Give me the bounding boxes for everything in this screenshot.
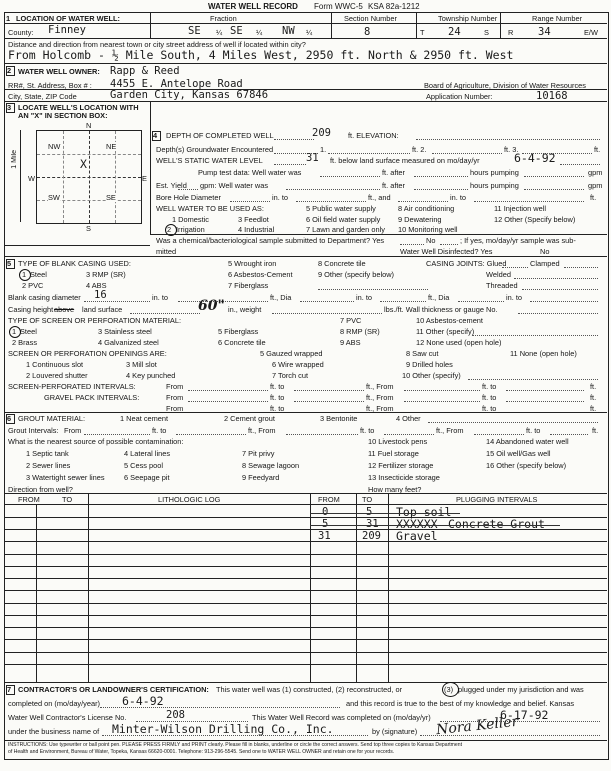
opening-8: 8 Saw cut [406, 349, 439, 358]
south-label: S [86, 224, 91, 233]
plugging-intervals-header: PLUGGING INTERVALS [456, 495, 538, 504]
yield-ft-after: ft. after [382, 181, 406, 190]
section-1-number: 1 [6, 14, 11, 23]
disinfected-label: Water Well Disinfected? Yes [400, 247, 493, 256]
county-label: County: [8, 28, 34, 37]
use-1: 1 Domestic [172, 215, 209, 224]
casing-welded: Welded [486, 270, 511, 279]
certification-text: This water well was (1) constructed, (2) reconstructed, or [216, 685, 403, 694]
plug-row-2-strikeout: XXXXXX [396, 517, 438, 531]
log-from-header: FROM [18, 495, 40, 504]
east-label: E [142, 174, 147, 183]
screen-ft-to-3: ft. to [270, 393, 285, 402]
screen-ft-end-1: ft. [590, 382, 597, 391]
application-label: Application Number: [426, 92, 493, 101]
instructions-line-2: of Health and Environment, Bureau of Water, Topeka, Kansas 66620-0001. Telephone: 913-296-5545. Send one to WATER WELL OWNER and retain one for your records. [8, 749, 395, 755]
chem-label: Was a chemical/bacteriological sample submitted to Department? Yes [156, 236, 385, 245]
fraction-b: SE [230, 25, 243, 37]
screen-4: 4 Galvanized steel [98, 338, 159, 347]
opening-9: 9 Drilled holes [406, 360, 453, 369]
section-6-number: 6 [7, 414, 12, 423]
section-number-label: Section Number [344, 14, 397, 23]
gravel-ft-to-2: ft. to [482, 404, 497, 413]
screen-12: 12 None used (open hole) [416, 338, 502, 347]
screen-11: 11 Other (specify) [416, 327, 475, 336]
contam-5: 5 Cess pool [124, 461, 164, 470]
opening-3: 3 Mill slot [126, 360, 157, 369]
opening-1: 1 Continuous slot [26, 360, 84, 369]
record-completed-value: 6-17-92 [500, 708, 549, 722]
north-label: N [86, 121, 92, 130]
groundwater-end: ft. [594, 145, 601, 154]
section-value: 8 [364, 26, 371, 38]
opening-6: 6 Wire wrapped [272, 360, 324, 369]
record-text: and this record is true to the best of my knowledge and belief. Kansas [346, 699, 575, 708]
section-1-label: LOCATION OF WATER WELL: [16, 14, 120, 23]
grout-1: 1 Neat cement [120, 414, 169, 423]
fraction-a: SE [188, 25, 201, 37]
contamination-label: What is the nearest source of possible contamination: [8, 437, 184, 446]
grout-ft-to-2: ft. to [360, 426, 375, 435]
grout-ft-from-2: ft., From [436, 426, 464, 435]
static-level-value: 31 [306, 152, 319, 164]
opening-11: 11 None (open hole) [510, 349, 577, 358]
casing-diameter-value: 16 [94, 289, 107, 301]
use-7: 7 Lawn and garden only [306, 225, 385, 234]
use-9: 9 Dewatering [398, 215, 442, 224]
yield-label: Est. Yield [156, 181, 187, 190]
application-value: 10168 [536, 90, 568, 102]
groundwater-1: 1. [320, 145, 327, 154]
static-level-text: ft. below land surface measured on mo/day/yr [330, 156, 480, 165]
certification-tail: plugged under my jurisdiction and was [458, 685, 584, 694]
screen-from-1: From [166, 382, 184, 391]
plug-row-1-to: 5 [366, 506, 373, 518]
use-8: 8 Air conditioning [398, 204, 455, 213]
yield-gpm-label: gpm: Well water was [200, 181, 269, 190]
contam-1: 1 Septic tank [26, 449, 69, 458]
casing-2: 2 PVC [22, 281, 44, 290]
plug-from-header: FROM [318, 495, 340, 504]
how-many-label: How many feet? [368, 485, 422, 494]
signature: Nora Keller [435, 713, 520, 739]
pump-ft-after: ft. after [382, 168, 406, 177]
pump-test-label: Pump test data: Well water was [198, 168, 302, 177]
opening-2: 2 Louvered shutter [26, 371, 88, 380]
certification-label: CONTRACTOR'S OR LANDOWNER'S CERTIFICATION: [18, 685, 209, 694]
township-number-label: Township Number [438, 14, 498, 23]
casing-clamped: Clamped [530, 259, 560, 268]
rr-value: 4455 E. Antelope Road [110, 78, 243, 90]
completed-label: completed on (mo/day/year) [8, 699, 101, 708]
business-label: under the business name of [8, 727, 100, 736]
rr-label: RR#, St. Address, Box # : [8, 81, 92, 90]
section-3-label: LOCATE WELL'S LOCATION WITH [18, 103, 139, 112]
contam-3: 3 Watertight sewer lines [26, 473, 105, 482]
signature-label: by (signature) [372, 727, 418, 736]
gravel-ft-to-1: ft. to [270, 404, 285, 413]
ne-label: NE [106, 142, 117, 151]
city-label: City, State, ZIP Code [8, 92, 77, 101]
gravel-ft-end-1: ft. [590, 404, 597, 413]
opening-10: 10 Other (specify) [402, 371, 461, 380]
grout-ft-end: ft. [592, 426, 599, 435]
screen-1: Steel [20, 327, 37, 336]
casing-7: 7 Fiberglass [228, 281, 269, 290]
contam-2: 2 Sewer lines [26, 461, 71, 470]
casing-height-land: land surface [82, 305, 123, 314]
screen-ft-end-2: ft. [590, 393, 597, 402]
bore-label: Bore Hole Diameter [156, 193, 221, 202]
section-5-number: 5 [7, 259, 12, 268]
contam-8: 8 Sewage lagoon [242, 461, 300, 470]
contam-13: 13 Insecticide storage [368, 473, 440, 482]
casing-height-label: Casing height [8, 305, 54, 314]
use-6: 6 Oil field water supply [306, 215, 381, 224]
static-level-date: 6-4-92 [514, 151, 556, 165]
direction-label: Direction from well? [8, 485, 73, 494]
use-label: WELL WATER TO BE USED AS: [156, 204, 264, 213]
plug-row-3-to: 209 [362, 530, 381, 542]
form-title: WATER WELL RECORD [208, 2, 298, 11]
distance-value: From Holcomb - ½ Mile South, 4 Miles West, 2950 ft. North & 2950 ft. West [8, 48, 514, 62]
use-4: 4 Industrial [238, 225, 275, 234]
screen-8: 8 RMP (SR) [340, 327, 380, 336]
plug-row-2-to: 31 [366, 518, 379, 530]
quarter-a: ¼ [216, 28, 223, 37]
use-5: 5 Public water supply [306, 204, 376, 213]
west-label: W [28, 174, 35, 183]
casing-4: 4 ABS [86, 281, 107, 290]
casing-lbs-label: lbs./ft. Wall thickness or gauge No. [384, 305, 498, 314]
contam-6: 6 Seepage pit [124, 473, 170, 482]
business-value: Minter-Wilson Drilling Co., Inc. [112, 722, 334, 736]
groundwater-3: ft. 3. [504, 145, 519, 154]
openings-label: SCREEN OR PERFORATION OPENINGS ARE: [8, 349, 167, 358]
chem-no: No [426, 236, 436, 245]
screen-ft-to-2: ft. to [482, 382, 497, 391]
screen-10: 10 Asbestos-cement [416, 316, 483, 325]
section-2-label: WATER WELL OWNER: [18, 67, 100, 76]
screen-9: 9 ABS [340, 338, 361, 347]
pump-hours: hours pumping [470, 168, 519, 177]
depth-value: 209 [312, 127, 331, 139]
casing-diameter-label: Blank casing diameter [8, 293, 81, 302]
range-value: 34 [538, 26, 551, 38]
casing-3: 3 RMP (SR) [86, 270, 126, 279]
grout-ft-to-1: ft. to [152, 426, 167, 435]
well-location-mark: X [80, 157, 87, 171]
range-r: R [508, 28, 514, 37]
use-2: Irrigation [176, 225, 205, 234]
section-7-number: 7 [7, 685, 12, 694]
use-3: 3 Feedlot [238, 215, 269, 224]
section-4-number: 4 [153, 131, 158, 140]
screen-ft-from-2: ft., From [366, 393, 394, 402]
yield-hours: hours pumping [470, 181, 519, 190]
casing-in-to-3: in. to [506, 293, 523, 302]
casing-threaded: Threaded [486, 281, 518, 290]
opening-5: 5 Gauzed wrapped [260, 349, 323, 358]
depth-unit: ft. ELEVATION: [348, 131, 399, 140]
se-label: SE [106, 193, 116, 202]
county-value: Finney [48, 24, 86, 36]
screen-6: 6 Concrete tile [218, 338, 266, 347]
bore-ft-and: ft., and [368, 193, 391, 202]
section-2-number: 2 [7, 66, 12, 75]
casing-5: 5 Wrought iron [228, 259, 277, 268]
contam-7: 7 Pit privy [242, 449, 275, 458]
grout-ft-to-3: ft. to [526, 426, 541, 435]
board-label: Board of Agriculture, Division of Water Resources [424, 81, 586, 90]
township-t: T [420, 28, 425, 37]
contam-9: 9 Feedyard [242, 473, 280, 482]
pump-gpm: gpm [588, 168, 603, 177]
record-completed-label: This Water Well Record was completed on (mo/day/yr) [252, 713, 431, 722]
city-value: Garden City, Kansas 67846 [110, 89, 269, 101]
groundwater-2: ft. 2. [412, 145, 427, 154]
grout-from-1: From [64, 426, 82, 435]
grout-3: 3 Bentonite [320, 414, 358, 423]
township-s: S [484, 28, 489, 37]
lithologic-log-header: LITHOLOGIC LOG [158, 495, 221, 504]
plug-to-header: TO [362, 495, 373, 504]
casing-1-number: 1 [22, 270, 27, 279]
screen-7: 7 PVC [340, 316, 362, 325]
casing-8: 8 Concrete tile [318, 259, 366, 268]
grout-ft-from-1: ft., From [248, 426, 276, 435]
license-label: Water Well Contractor's License No. [8, 713, 127, 722]
casing-6: 6 Asbestos-Cement [228, 270, 293, 279]
plug-row-3-desc: Gravel [396, 529, 438, 543]
yield-gpm: gpm [588, 181, 603, 190]
bore-in-to: in. to [272, 193, 289, 202]
nw-label: NW [48, 142, 61, 151]
use-12: 12 Other (Specify below) [494, 215, 576, 224]
ksa-number: KSA 82a-1212 [368, 2, 420, 11]
screen-5: 5 Fiberglass [218, 327, 259, 336]
screen-intervals-label: SCREEN-PERFORATED INTERVALS: [8, 382, 136, 391]
fraction-c: NW [282, 25, 295, 37]
screen-3: 3 Stainless steel [98, 327, 152, 336]
casing-label: TYPE OF BLANK CASING USED: [18, 259, 131, 268]
screen-ft-from-1: ft., From [366, 382, 394, 391]
plug-row-3-from: 31 [318, 530, 331, 542]
plug-row-1-desc: Top soil [396, 505, 452, 519]
range-number-label: Range Number [532, 14, 583, 23]
bore-in-to-2: in. to [450, 193, 467, 202]
casing-in-to-2: in. to [356, 293, 373, 302]
grout-label: GROUT MATERIAL: [18, 414, 86, 423]
casing-height-above: above [54, 305, 75, 314]
section-3-number: 3 [7, 103, 12, 112]
contam-10: 10 Livestock pens [368, 437, 428, 446]
plug-row-2-desc: Concrete Grout [448, 517, 545, 531]
depth-label: DEPTH OF COMPLETED WELL [166, 131, 274, 140]
screen-from-2: From [166, 393, 184, 402]
casing-height-value: 60" [198, 298, 225, 314]
gravel-ft-from-1: ft., From [366, 404, 394, 413]
quarter-b: ¼ [256, 28, 263, 37]
gravel-from-1: From [166, 404, 184, 413]
disinfected-no: No [540, 247, 550, 256]
casing-weight-label: in., weight [228, 305, 262, 314]
grout-2: 2 Cement grout [224, 414, 275, 423]
gravel-intervals-label: GRAVEL PACK INTERVALS: [44, 393, 140, 402]
range-ew: E/W [584, 28, 598, 37]
contam-15: 15 Oil well/Gas well [486, 449, 551, 458]
log-to-header: TO [62, 495, 73, 504]
contam-16: 16 Other (specify below) [486, 461, 567, 470]
grout-4: 4 Other [396, 414, 421, 423]
completed-value: 6-4-92 [122, 694, 164, 708]
plug-row-2-from: 5 [322, 518, 329, 530]
static-level-label: WELL'S STATIC WATER LEVEL [156, 156, 263, 165]
submitted-label: mitted [156, 247, 177, 256]
chem-tail: ; If yes, mo/day/yr sample was sub- [460, 236, 576, 245]
section-3-label-2: AN "X" IN SECTION BOX: [18, 111, 108, 120]
casing-9: 9 Other (specify below) [318, 270, 394, 279]
opening-7: 7 Torch cut [272, 371, 309, 380]
opening-4: 4 Key punched [126, 371, 176, 380]
license-value: 208 [166, 709, 185, 721]
contam-12: 12 Fertilizer storage [368, 461, 434, 470]
casing-in-to: in. to [152, 293, 169, 302]
bore-ft-end: ft. [590, 193, 597, 202]
grout-intervals-label: Grout Intervals: [8, 426, 59, 435]
screen-1-number: 1 [12, 327, 17, 336]
screen-ft-to-4: ft. to [482, 393, 497, 402]
screen-label: TYPE OF SCREEN OR PERFORATION MATERIAL: [8, 316, 182, 325]
owner-value: Rapp & Reed [110, 65, 180, 77]
contam-11: 11 Fuel storage [368, 449, 419, 458]
certification-3: (3) [444, 685, 454, 694]
township-value: 24 [448, 26, 461, 38]
one-mile-label: 1 Mile [11, 150, 18, 169]
groundwater-label: Depth(s) Groundwater Encountered [156, 145, 274, 154]
screen-ft-to-1: ft. to [270, 382, 285, 391]
casing-joints: CASING JOINTS: Glued [426, 259, 507, 268]
plug-row-1-from: 0 [322, 506, 329, 518]
contam-14: 14 Abandoned water well [486, 437, 569, 446]
use-10: 10 Monitoring well [398, 225, 458, 234]
casing-ft-dia: ft., Dia [270, 293, 292, 302]
quarter-c: ¼ [306, 28, 313, 37]
distance-label: Distance and direction from nearest town or city street address of well if located within city? [8, 40, 306, 49]
casing-1: Steel [30, 270, 47, 279]
sw-label: SW [48, 193, 60, 202]
screen-2: 2 Brass [12, 338, 38, 347]
form-number: Form WWC-5 [314, 2, 363, 11]
use-2-number: 2 [167, 225, 172, 234]
fraction-label: Fraction [210, 14, 237, 23]
use-11: 11 Injection well [494, 204, 547, 213]
contam-4: 4 Lateral lines [124, 449, 171, 458]
casing-ft-dia-2: ft., Dia [428, 293, 450, 302]
instructions-line-1: INSTRUCTIONS: Use typewriter or ball point pen. PLEASE PRESS FIRMLY and PRINT clearly. Please fill in blanks, underline or circle the correct answers. Send top three copies to Kansas Department [8, 742, 463, 748]
